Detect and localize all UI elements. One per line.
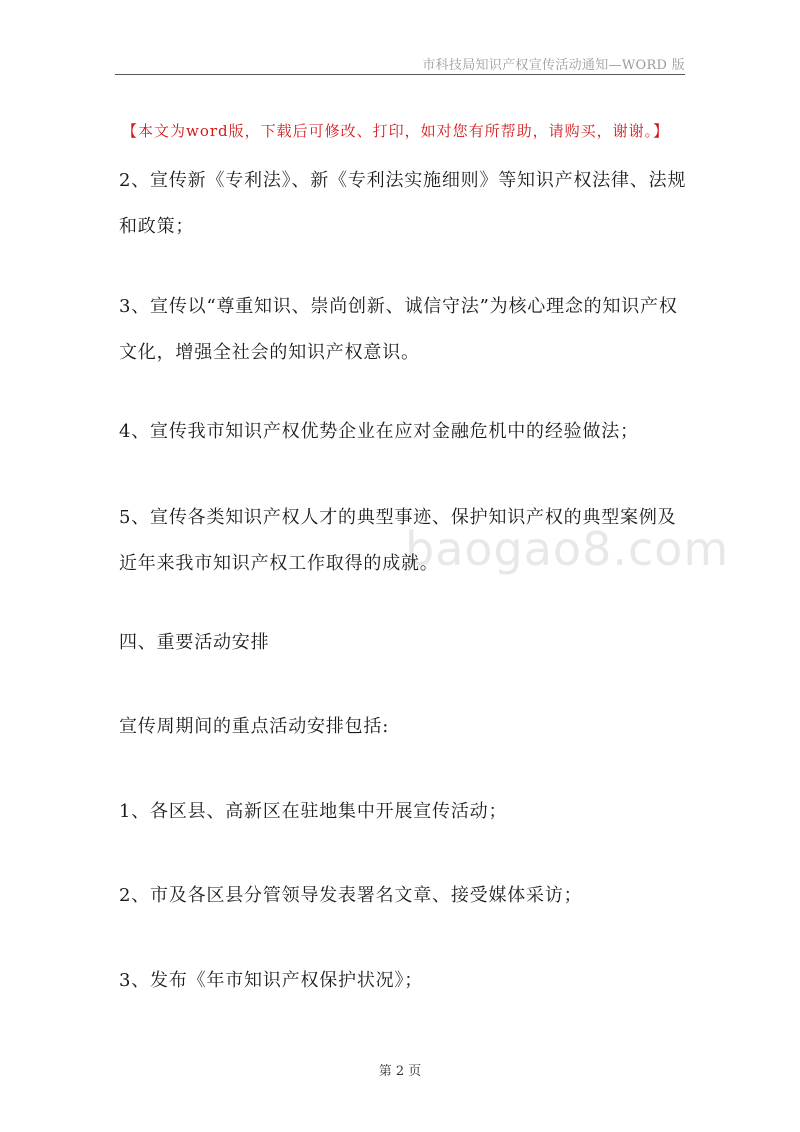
paragraph-intro: 宣传周期间的重点活动安排包括:	[119, 716, 390, 737]
activity-item-2: 2、市及各区县分管领导发表署名文章、接受媒体采访；	[119, 885, 583, 906]
section-heading: 四、重要活动安排	[119, 632, 270, 653]
page-number: 第 2 页	[378, 1064, 422, 1079]
watermark: baogao8.com	[405, 522, 730, 576]
paragraph-item-3: 3、宣传以“尊重知识、崇尚创新、诚信守法”为核心理念的知识产权文化，增强全社会的知识产权意识。	[119, 296, 678, 363]
activity-item-3: 3、发布《年市知识产权保护状况》；	[119, 970, 424, 991]
paragraph-item-4: 4、宣传我市知识产权优势企业在应对金融危机中的经验做法；	[119, 421, 639, 442]
paragraph-item-5: 5、宣传各类知识产权人才的典型事迹、保护知识产权的典型案例及近年来我市知识产权工作取得的成就。	[119, 507, 677, 574]
activity-item-1: 1、各区县、高新区在驻地集中开展宣传活动；	[119, 801, 508, 822]
header-title: 市科技局知识产权宣传活动通知—WORD 版	[422, 58, 685, 73]
header-divider	[115, 74, 685, 75]
purchase-notice: 【本文为word版，下载后可修改、打印，如对您有所帮助，请购买，谢谢。】	[122, 122, 670, 140]
paragraph-item-2: 2、宣传新《专利法》、新《专利法实施细则》等知识产权法律、法规和政策；	[119, 170, 687, 237]
